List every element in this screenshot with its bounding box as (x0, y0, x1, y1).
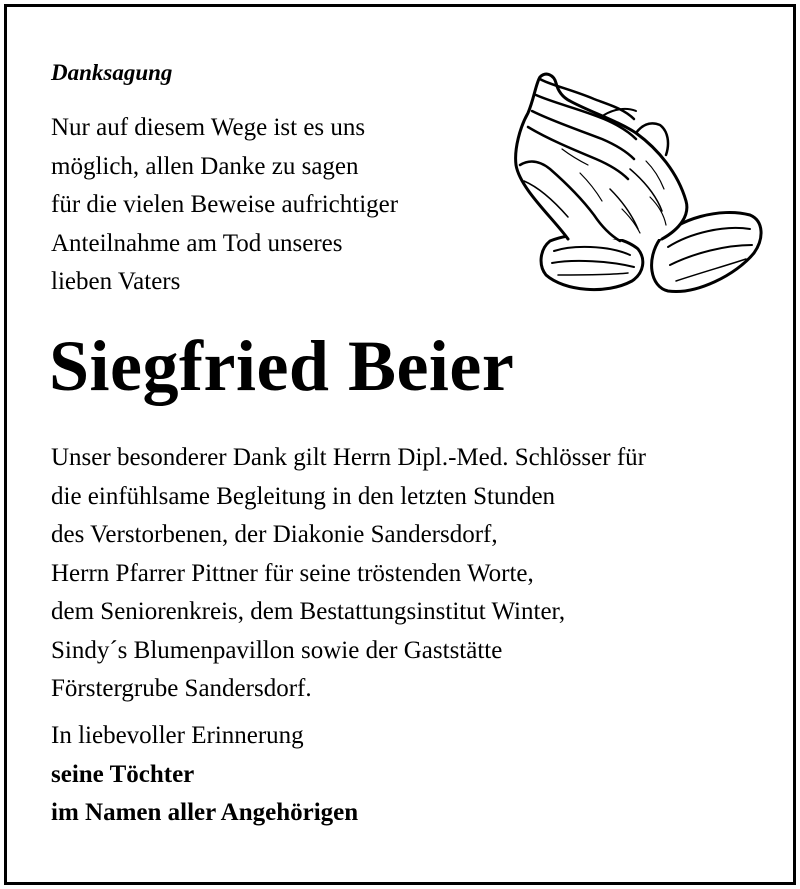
body-line: Unser besonderer Dank gilt Herrn Dipl.-Med. Schlösser für (51, 444, 646, 471)
body-line: Förstergrube Sandersdorf. (51, 675, 312, 702)
closing-block (51, 717, 358, 833)
closing-line: In liebevoller Erinnerung (51, 722, 304, 749)
acknowledgement-text (51, 439, 646, 709)
intro-line: Nur auf diesem Wege ist es uns (51, 114, 366, 141)
signature-line: seine Töchter (51, 760, 195, 788)
intro-line: für die vielen Beweise aufrichtiger (51, 191, 399, 218)
heading: Danksagung (51, 60, 173, 85)
intro-line: möglich, allen Danke zu sagen (51, 152, 359, 180)
body-line: des Verstorbenen, der Diakonie Sandersdorf, (51, 521, 498, 548)
praying-hands-icon (510, 69, 765, 304)
body-line: die einfühlsame Begleitung in den letzten Stunden (51, 482, 556, 510)
deceased-name: Siegfried Beier (49, 326, 515, 406)
obituary-card (4, 4, 796, 885)
intro-line: lieben Vaters (51, 268, 181, 295)
signature-line: im Namen aller Angehörigen (51, 799, 359, 826)
intro-line: Anteilnahme am Tod unseres (51, 229, 343, 257)
body-line: Herrn Pfarrer Pittner für seine tröstenden Worte, (51, 559, 534, 587)
intro-text (51, 109, 398, 302)
body-line: dem Seniorenkreis, dem Bestattungsinstitut Winter, (51, 598, 566, 625)
body-line: Sindy´s Blumenpavillon sowie der Gaststätte (51, 636, 503, 664)
